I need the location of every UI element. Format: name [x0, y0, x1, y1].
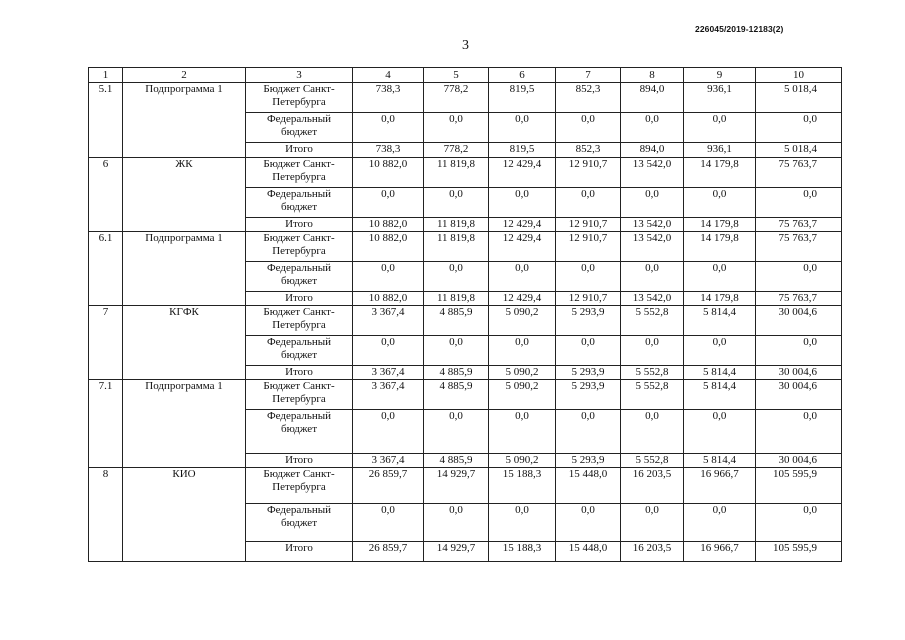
value-cell: 30 004,6: [756, 454, 842, 468]
value-cell: 5 090,2: [489, 454, 556, 468]
value-cell: 14 179,8: [684, 158, 756, 188]
value-cell: 0,0: [621, 113, 684, 143]
table-row: [89, 306, 842, 336]
value-cell: 5 018,4: [756, 83, 842, 113]
value-cell: 0,0: [684, 113, 756, 143]
funding-source: Итого: [246, 542, 353, 562]
value-cell: 0,0: [621, 188, 684, 218]
value-cell: 0,0: [556, 504, 621, 542]
funding-source: Итого: [246, 292, 353, 306]
value-cell: 5 090,2: [489, 380, 556, 410]
value-cell: 0,0: [621, 262, 684, 292]
document-id: 226045/2019-12183(2): [695, 24, 784, 34]
value-cell: 0,0: [353, 336, 424, 366]
value-cell: 738,3: [353, 83, 424, 113]
value-cell: 0,0: [556, 410, 621, 454]
value-cell: 852,3: [556, 83, 621, 113]
table-header: [89, 68, 842, 83]
value-cell: 0,0: [489, 410, 556, 454]
value-cell: 0,0: [684, 262, 756, 292]
value-cell: 3 367,4: [353, 380, 424, 410]
value-cell: 5 293,9: [556, 366, 621, 380]
header-cell: 8: [621, 68, 684, 83]
budget-table: [88, 67, 842, 562]
value-cell: 0,0: [353, 410, 424, 454]
value-cell: 15 448,0: [556, 542, 621, 562]
value-cell: 778,2: [424, 83, 489, 113]
value-cell: 0,0: [684, 336, 756, 366]
value-cell: 3 367,4: [353, 454, 424, 468]
value-cell: 75 763,7: [756, 232, 842, 262]
value-cell: 15 188,3: [489, 542, 556, 562]
value-cell: 14 179,8: [684, 232, 756, 262]
page-number: 3: [462, 38, 469, 53]
funding-source: Бюджет Санкт-Петербурга: [246, 232, 353, 262]
funding-source: Итого: [246, 366, 353, 380]
program-name: Подпрограмма 1: [123, 232, 246, 306]
value-cell: 5 814,4: [684, 366, 756, 380]
value-cell: 0,0: [353, 262, 424, 292]
row-number: 5.1: [89, 83, 123, 158]
value-cell: 26 859,7: [353, 542, 424, 562]
funding-source: Федеральный бюджет: [246, 188, 353, 218]
table-row: [89, 83, 842, 113]
value-cell: 16 966,7: [684, 468, 756, 504]
value-cell: 819,5: [489, 83, 556, 113]
value-cell: 12 910,7: [556, 158, 621, 188]
value-cell: 10 882,0: [353, 218, 424, 232]
value-cell: 5 090,2: [489, 306, 556, 336]
value-cell: 0,0: [756, 336, 842, 366]
value-cell: 5 814,4: [684, 454, 756, 468]
value-cell: 0,0: [556, 113, 621, 143]
value-cell: 738,3: [353, 143, 424, 158]
funding-source: Федеральный бюджет: [246, 410, 353, 454]
value-cell: 0,0: [684, 410, 756, 454]
value-cell: 5 018,4: [756, 143, 842, 158]
value-cell: 75 763,7: [756, 292, 842, 306]
funding-source: Федеральный бюджет: [246, 504, 353, 542]
value-cell: 15 448,0: [556, 468, 621, 504]
value-cell: 0,0: [489, 188, 556, 218]
value-cell: 0,0: [424, 336, 489, 366]
value-cell: 0,0: [621, 336, 684, 366]
value-cell: 5 552,8: [621, 306, 684, 336]
value-cell: 936,1: [684, 143, 756, 158]
funding-source: Бюджет Санкт-Петербурга: [246, 380, 353, 410]
header-cell: 4: [353, 68, 424, 83]
value-cell: 0,0: [424, 188, 489, 218]
value-cell: 0,0: [489, 113, 556, 143]
value-cell: 13 542,0: [621, 158, 684, 188]
value-cell: 11 819,8: [424, 218, 489, 232]
row-number: 6: [89, 158, 123, 232]
value-cell: 0,0: [424, 113, 489, 143]
header-cell: 3: [246, 68, 353, 83]
value-cell: 10 882,0: [353, 158, 424, 188]
value-cell: 11 819,8: [424, 232, 489, 262]
value-cell: 0,0: [684, 188, 756, 218]
header-cell: 2: [123, 68, 246, 83]
value-cell: 5 293,9: [556, 380, 621, 410]
value-cell: 4 885,9: [424, 306, 489, 336]
value-cell: 4 885,9: [424, 366, 489, 380]
value-cell: 0,0: [424, 262, 489, 292]
value-cell: 0,0: [756, 504, 842, 542]
funding-source: Федеральный бюджет: [246, 336, 353, 366]
header-cell: 10: [756, 68, 842, 83]
funding-source: Бюджет Санкт-Петербурга: [246, 83, 353, 113]
row-number: 7: [89, 306, 123, 380]
value-cell: 14 929,7: [424, 542, 489, 562]
value-cell: 12 910,7: [556, 292, 621, 306]
program-name: ЖК: [123, 158, 246, 232]
value-cell: 0,0: [756, 113, 842, 143]
value-cell: 30 004,6: [756, 380, 842, 410]
value-cell: 5 090,2: [489, 366, 556, 380]
value-cell: 0,0: [353, 504, 424, 542]
value-cell: 0,0: [489, 504, 556, 542]
value-cell: 894,0: [621, 143, 684, 158]
funding-source: Федеральный бюджет: [246, 262, 353, 292]
value-cell: 0,0: [489, 262, 556, 292]
row-number: 7.1: [89, 380, 123, 468]
value-cell: 30 004,6: [756, 366, 842, 380]
value-cell: 4 885,9: [424, 380, 489, 410]
funding-source: Бюджет Санкт-Петербурга: [246, 306, 353, 336]
value-cell: 0,0: [424, 410, 489, 454]
value-cell: 819,5: [489, 143, 556, 158]
value-cell: 11 819,8: [424, 292, 489, 306]
table-row: [89, 468, 842, 504]
value-cell: 936,1: [684, 83, 756, 113]
value-cell: 12 910,7: [556, 218, 621, 232]
value-cell: 14 179,8: [684, 218, 756, 232]
value-cell: 0,0: [424, 504, 489, 542]
header-cell: 5: [424, 68, 489, 83]
header-cell: 7: [556, 68, 621, 83]
header-row: [89, 68, 842, 83]
value-cell: 14 929,7: [424, 468, 489, 504]
value-cell: 75 763,7: [756, 218, 842, 232]
value-cell: 0,0: [756, 410, 842, 454]
funding-source: Итого: [246, 218, 353, 232]
funding-source: Итого: [246, 454, 353, 468]
funding-source: Бюджет Санкт-Петербурга: [246, 158, 353, 188]
value-cell: 5 552,8: [621, 380, 684, 410]
program-name: КГФК: [123, 306, 246, 380]
header-cell: 6: [489, 68, 556, 83]
value-cell: 12 429,4: [489, 158, 556, 188]
header-cell: 1: [89, 68, 123, 83]
value-cell: 0,0: [556, 262, 621, 292]
header-cell: 9: [684, 68, 756, 83]
value-cell: 12 429,4: [489, 232, 556, 262]
funding-source: Бюджет Санкт-Петербурга: [246, 468, 353, 504]
value-cell: 105 595,9: [756, 468, 842, 504]
value-cell: 16 966,7: [684, 542, 756, 562]
value-cell: 3 367,4: [353, 306, 424, 336]
value-cell: 852,3: [556, 143, 621, 158]
value-cell: 10 882,0: [353, 232, 424, 262]
funding-source: Федеральный бюджет: [246, 113, 353, 143]
value-cell: 4 885,9: [424, 454, 489, 468]
value-cell: 13 542,0: [621, 232, 684, 262]
value-cell: 5 293,9: [556, 454, 621, 468]
program-name: Подпрограмма 1: [123, 83, 246, 158]
value-cell: 15 188,3: [489, 468, 556, 504]
value-cell: 5 814,4: [684, 380, 756, 410]
value-cell: 3 367,4: [353, 366, 424, 380]
value-cell: 12 910,7: [556, 232, 621, 262]
value-cell: 5 552,8: [621, 454, 684, 468]
value-cell: 13 542,0: [621, 292, 684, 306]
value-cell: 778,2: [424, 143, 489, 158]
program-name: Подпрограмма 1: [123, 380, 246, 468]
value-cell: 5 814,4: [684, 306, 756, 336]
value-cell: 13 542,0: [621, 218, 684, 232]
value-cell: 16 203,5: [621, 468, 684, 504]
table-row: [89, 380, 842, 410]
value-cell: 14 179,8: [684, 292, 756, 306]
value-cell: 0,0: [756, 188, 842, 218]
value-cell: 894,0: [621, 83, 684, 113]
value-cell: 5 552,8: [621, 366, 684, 380]
value-cell: 0,0: [556, 188, 621, 218]
value-cell: 26 859,7: [353, 468, 424, 504]
value-cell: 12 429,4: [489, 218, 556, 232]
value-cell: 0,0: [684, 504, 756, 542]
table-row: [89, 158, 842, 188]
table-body: [89, 83, 842, 562]
table-row: [89, 232, 842, 262]
value-cell: 0,0: [621, 504, 684, 542]
program-name: КИО: [123, 468, 246, 562]
value-cell: 0,0: [756, 262, 842, 292]
value-cell: 0,0: [353, 113, 424, 143]
value-cell: 0,0: [353, 188, 424, 218]
row-number: 6.1: [89, 232, 123, 306]
row-number: 8: [89, 468, 123, 562]
value-cell: 0,0: [489, 336, 556, 366]
value-cell: 75 763,7: [756, 158, 842, 188]
value-cell: 16 203,5: [621, 542, 684, 562]
value-cell: 11 819,8: [424, 158, 489, 188]
funding-source: Итого: [246, 143, 353, 158]
value-cell: 5 293,9: [556, 306, 621, 336]
value-cell: 105 595,9: [756, 542, 842, 562]
value-cell: 12 429,4: [489, 292, 556, 306]
value-cell: 10 882,0: [353, 292, 424, 306]
value-cell: 0,0: [556, 336, 621, 366]
value-cell: 0,0: [621, 410, 684, 454]
value-cell: 30 004,6: [756, 306, 842, 336]
